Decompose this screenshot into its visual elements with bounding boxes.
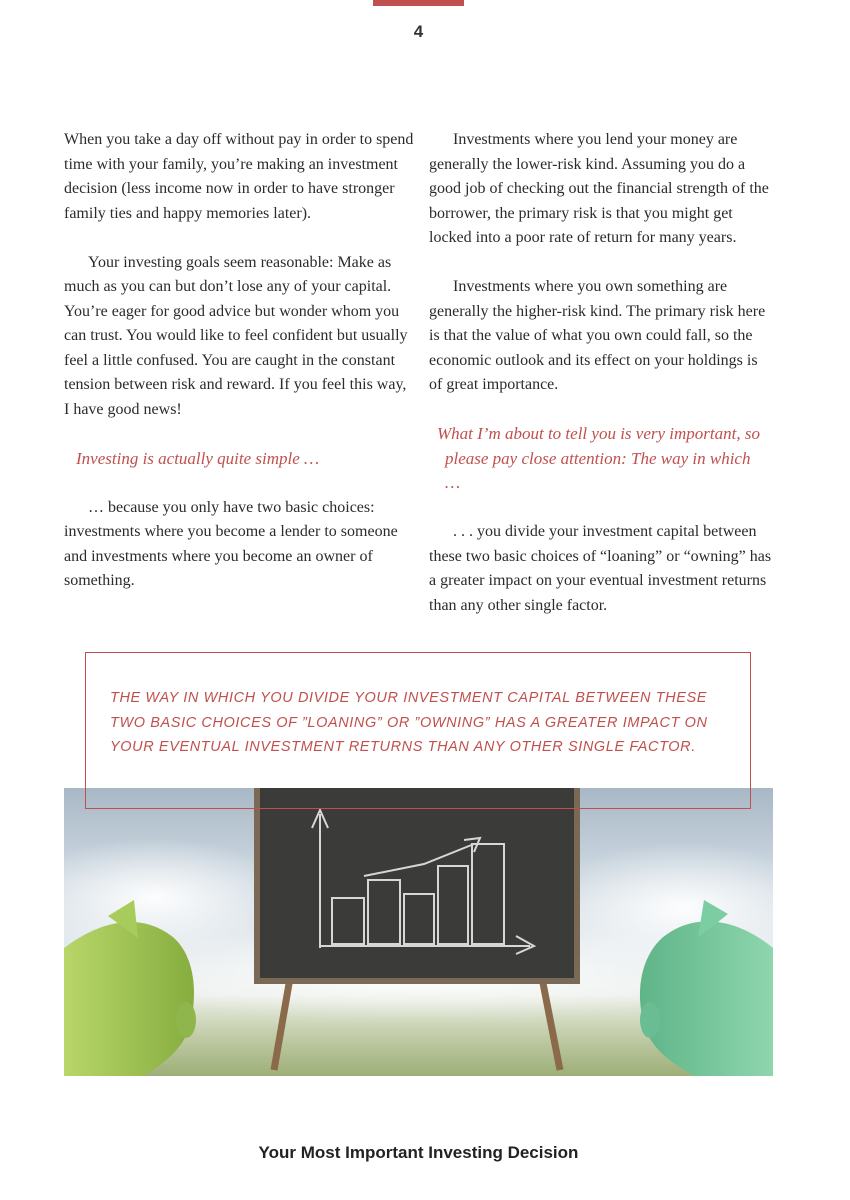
right-paragraph-1: Investments where you lend your money are generally the lower-risk kind. Assuming you do a good job of checking out the financial strength of the borrower, the primary risk is that you might get locked into a poor rate of return for many years.	[429, 131, 769, 246]
left-column	[64, 128, 414, 618]
footer-title: Your Most Important Investing Decision	[258, 1143, 579, 1162]
right-paragraph-3: . . . you divide your investment capital between these two basic choices of “loaning” or “owning” has a greater impact on your eventual investment returns than any other single factor.	[429, 523, 772, 614]
left-paragraph-1: When you take a day off without pay in order to spend time with your family, you’re making an investment decision (less income now in order to have stronger family ties and happy memories later).	[64, 131, 414, 222]
left-paragraph-3: … because you only have two basic choices: investments where you become a lender to someone and investments where you become an owner of something.	[64, 498, 398, 589]
left-paragraph-2: Your investing goals seem reasonable: Make as much as you can but don’t lose any of your capital. You’re eager for good advice but wonder whom you can trust. You would like to feel confident but usually feel a little confused. You are caught in the constant tension between risk and reward. If you feel this way, I have good news!	[64, 253, 408, 418]
callout-box	[85, 652, 751, 809]
illustration-photo	[64, 788, 773, 1076]
top-accent-bar	[373, 0, 464, 6]
left-pull-quote: Investing is actually quite simple …	[76, 448, 320, 468]
right-pull-quote: What I’m about to tell you is very important, so please pay close attention: The way in which …	[437, 424, 760, 492]
right-paragraph-2: Investments where you own something are generally the higher-risk kind. The primary risk here is that the value of what you own could fall, so the economic outlook and its effect on your holdings is of great importance.	[429, 278, 766, 393]
chalkboard-icon	[254, 788, 580, 984]
illustration-svg	[64, 788, 773, 1076]
page-number: 4	[413, 22, 424, 41]
right-column	[429, 128, 774, 643]
callout-text: THE WAY IN WHICH YOU DIVIDE YOUR INVESTMENT CAPITAL BETWEEN THESE TWO BASIC CHOICES OF ”LOANING” OR ”OWNING” HAS A GREATER IMPACT ON YOUR EVENTUAL INVESTMENT RETURNS THAN ANY OTHER SINGLE FACTOR.	[110, 690, 708, 755]
